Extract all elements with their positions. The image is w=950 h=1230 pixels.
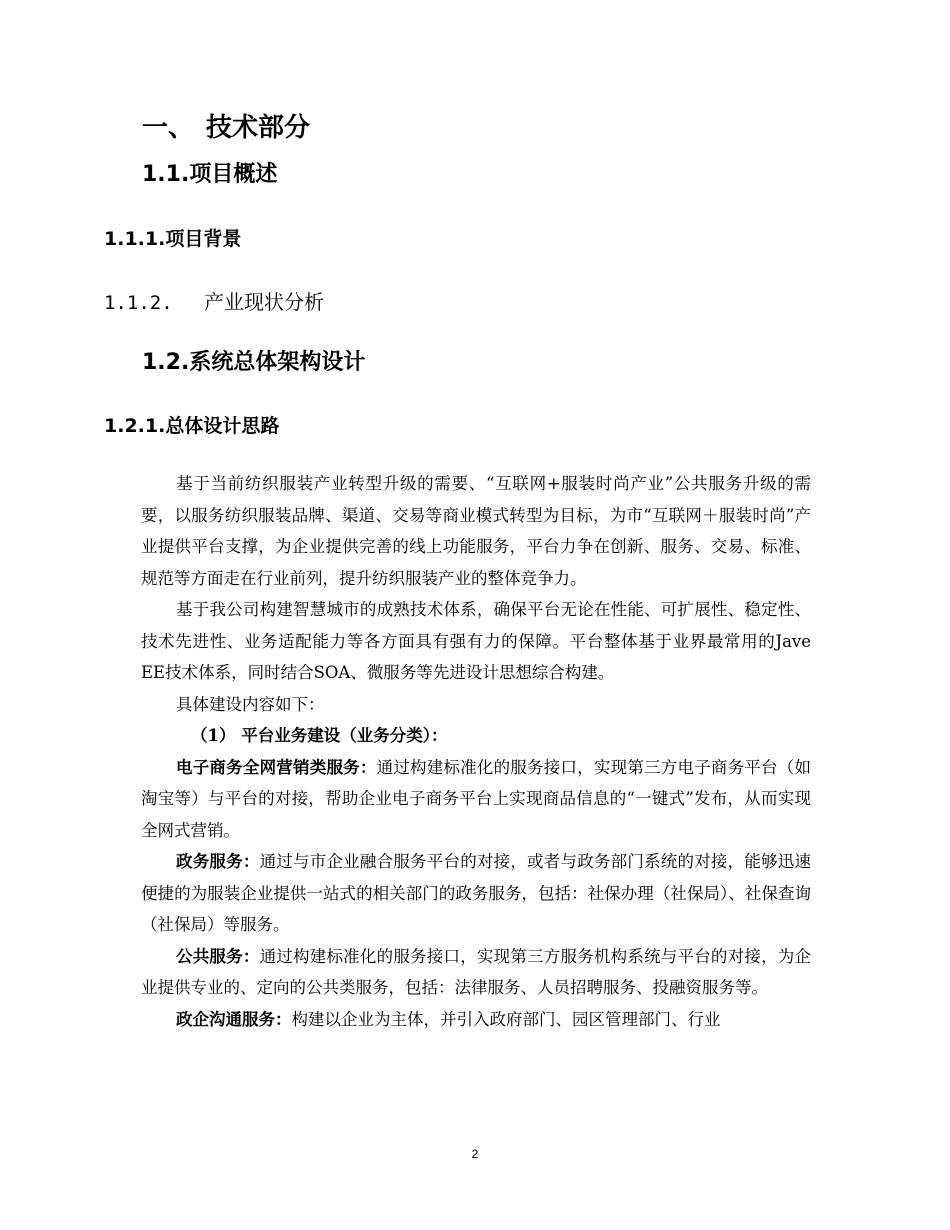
body-text: [141, 468, 811, 1035]
paragraph-ecommerce: [141, 752, 811, 847]
public-text: 通过构建标准化的服务接口，实现第三方服务机构系统与平台的对接，为企业提供专业的、定向的公共类服务，包括：法律服务、人员招聘服务、投融资服务等。: [141, 946, 812, 997]
communication-text: 构建以企业为主体，并引入政府部门、园区管理部门、行业: [291, 1009, 721, 1029]
heading-technical-section: [142, 108, 310, 148]
section-1-2-heading: 1.2.系统总体架构设计: [142, 350, 366, 375]
section-1-1-2-heading: [104, 287, 324, 318]
government-text: 通过与市企业融合服务平台的对接，或者与政务部门系统的对接，能够迅速便捷的为服装企业提供一站式的相关部门的政务服务，包括：社保办理（社保局）、社保查询（社保局）等服务。: [141, 852, 812, 934]
paragraph-public: [141, 941, 811, 1004]
list-item-platform-business: （1） 平台业务建设（业务分类）：: [191, 726, 448, 745]
public-label: 公共服务：: [176, 946, 260, 966]
section-1-1-2-title: 产业现状分析: [204, 290, 324, 314]
paragraph-background: 基于当前纺织服装产业转型升级的需要、“互联网+服装时尚产业”公共服务升级的需要，以服务纺织服装品牌、渠道、交易等商业模式转型为目标，为市“互联网＋服装时尚”产业提供平台支撑，为企业提供完善的线上功能服务，平台力争在创新、服务、交易、标准、规范等方面走在行业前列，提升纺织服装产业的整体竞争力。: [141, 474, 811, 588]
section-1-1-2-number: 1.1.2.: [104, 292, 173, 314]
heading-title: 技术部分: [206, 113, 311, 143]
section-1-1-heading: 1.1.项目概述: [142, 162, 278, 187]
ecommerce-label: 电子商务全网营销类服务：: [176, 757, 377, 777]
section-1-1-1-heading: 1.1.1.项目背景: [104, 228, 242, 250]
heading-number: 一、: [142, 113, 195, 143]
paragraph-tech-system: 基于我公司构建智慧城市的成熟技术体系，确保平台无论在性能、可扩展性、稳定性、技术先进性、业务适配能力等各方面具有强有力的保障。平台整体基于业界最常用的Jave EE技术体系，同时结合SOA、微服务等先进设计思想综合构建。: [141, 600, 811, 682]
communication-label: 政企沟通服务：: [176, 1009, 292, 1029]
paragraph-government: [141, 846, 811, 941]
ecommerce-text: 通过构建标准化的服务接口，实现第三方电子商务平台（如淘宝等）与平台的对接，帮助企业电子商务平台上实现商品信息的“一键式”发布，从而实现全网式营销。: [141, 757, 812, 840]
section-1-2-1-heading: 1.2.1.总体设计思路: [104, 415, 280, 437]
paragraph-intro: 具体建设内容如下：: [176, 694, 325, 714]
paragraph-communication: [141, 1004, 811, 1036]
page-number: 2: [471, 1147, 479, 1161]
government-label: 政务服务：: [176, 852, 260, 871]
